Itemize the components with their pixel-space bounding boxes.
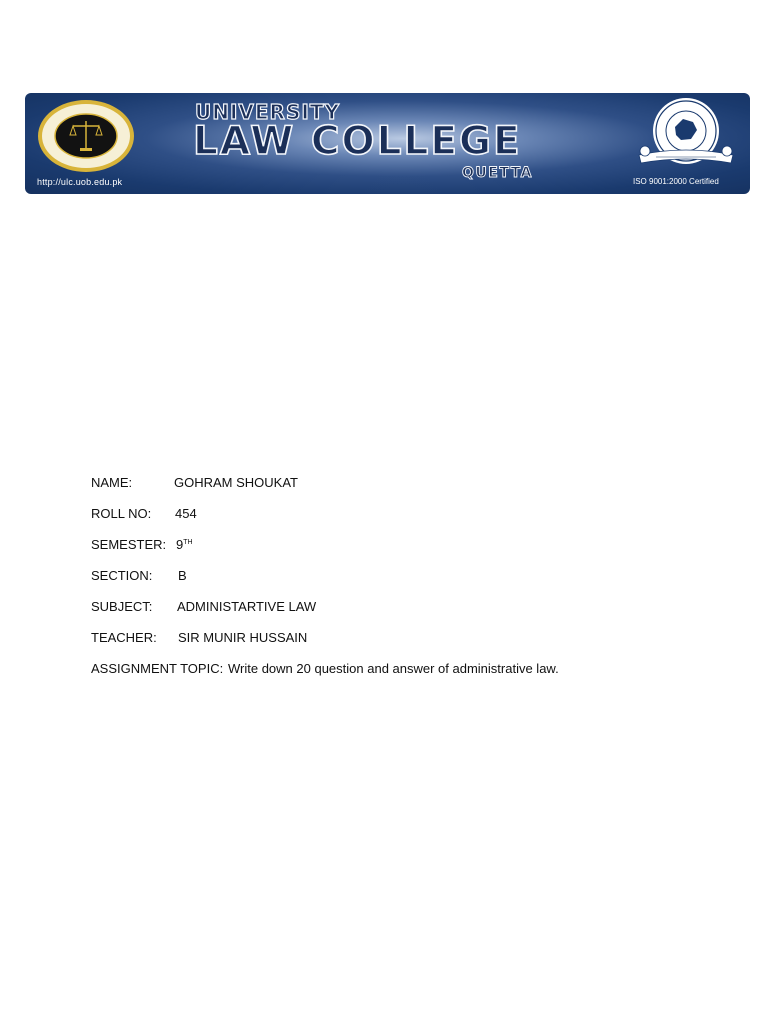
semester-value (176, 536, 193, 553)
assignment-topic-value: Write down 20 question and answer of administrative law. (228, 661, 559, 676)
subject-value: ADMINISTARTIVE LAW (177, 599, 317, 614)
roll-no-label: ROLL NO: (91, 506, 152, 521)
teacher-label: TEACHER: (91, 630, 157, 645)
name-value: GOHRAM SHOUKAT (174, 475, 298, 490)
semester-number: 9 (176, 537, 184, 552)
name-label: NAME: (91, 475, 133, 490)
assignment-topic-row (91, 660, 711, 691)
section-row (91, 567, 711, 598)
banner-title-law-college: LAW COLLEGE (193, 119, 522, 164)
semester-suffix: TH (183, 539, 193, 546)
banner-title-university: UNIVERSITY (195, 100, 340, 124)
roll-no-row (91, 505, 711, 536)
iso-certified-text: ISO 9001:2000 Certified (633, 177, 719, 186)
section-value: B (178, 568, 187, 583)
semester-row (91, 536, 711, 567)
college-url: http://ulc.uob.edu.pk (37, 177, 123, 187)
subject-label: SUBJECT: (91, 599, 153, 614)
banner-title-quetta: QUETTA (462, 165, 534, 181)
teacher-value: SIR MUNIR HUSSAIN (178, 630, 308, 645)
college-banner (25, 93, 750, 194)
university-law-college-seal-logo (37, 99, 135, 173)
student-details (91, 474, 711, 691)
name-row (91, 474, 711, 505)
assignment-topic-label: ASSIGNMENT TOPIC: (91, 661, 224, 676)
roll-no-value: 454 (175, 506, 197, 521)
subject-row (91, 598, 711, 629)
section-label: SECTION: (91, 568, 153, 583)
semester-label: SEMESTER: (91, 537, 167, 552)
teacher-row (91, 629, 711, 660)
university-of-balochistan-seal-logo (631, 97, 741, 177)
